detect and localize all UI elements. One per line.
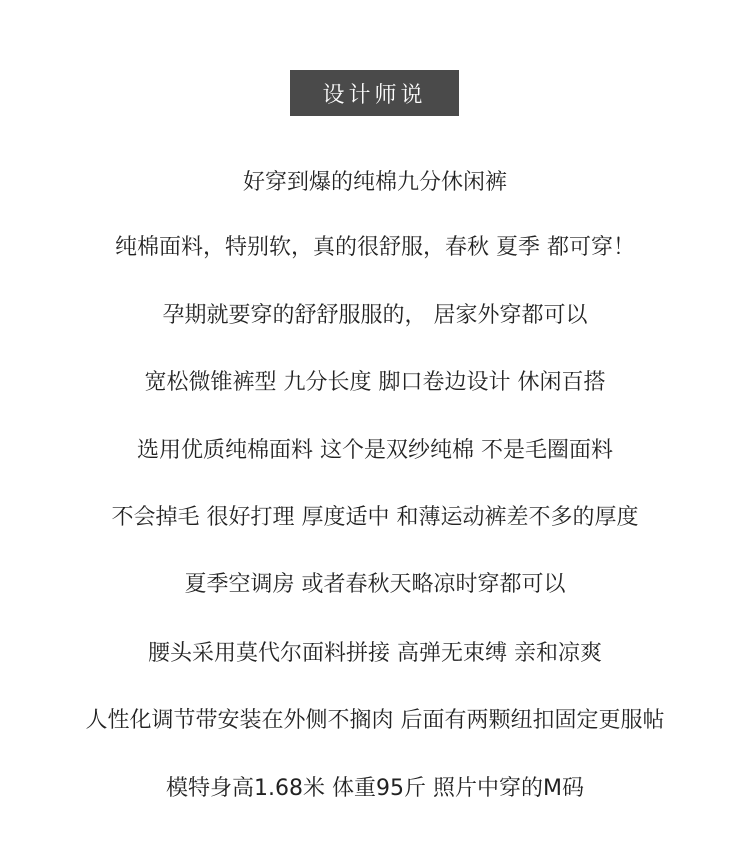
section-title: 设计师说 bbox=[322, 82, 427, 108]
section-title-badge bbox=[290, 70, 459, 116]
description-line-7: 夏季空调房 或者春秋天略凉时穿都可以 bbox=[184, 572, 566, 597]
description-line-5: 选用优质纯棉面料 这个是双纱纯棉 不是毛圈面料 bbox=[137, 438, 613, 463]
description-line-2: 纯棉面料，特别软，真的很舒服，春秋 夏季 都可穿！ bbox=[115, 235, 635, 260]
description-line-1: 好穿到爆的纯棉九分休闲裤 bbox=[242, 170, 507, 195]
description-line-6: 不会掉毛 很好打理 厚度适中 和薄运动裤差不多的厚度 bbox=[111, 505, 639, 530]
description-line-4: 宽松微锥裤型 九分长度 脚口卷边设计 休闲百搭 bbox=[144, 370, 606, 395]
description-line-8: 腰头采用莫代尔面料拼接 高弹无束缚 亲和凉爽 bbox=[148, 641, 602, 666]
description-line-9: 人性化调节带安装在外侧不搁肉 后面有两颗纽扣固定更服帖 bbox=[85, 708, 665, 733]
description-line-10: 模特身高1.68米 体重95斤 照片中穿的M码 bbox=[166, 776, 584, 801]
description-line-3: 孕期就要穿的舒舒服服的， 居家外穿都可以 bbox=[162, 303, 588, 328]
